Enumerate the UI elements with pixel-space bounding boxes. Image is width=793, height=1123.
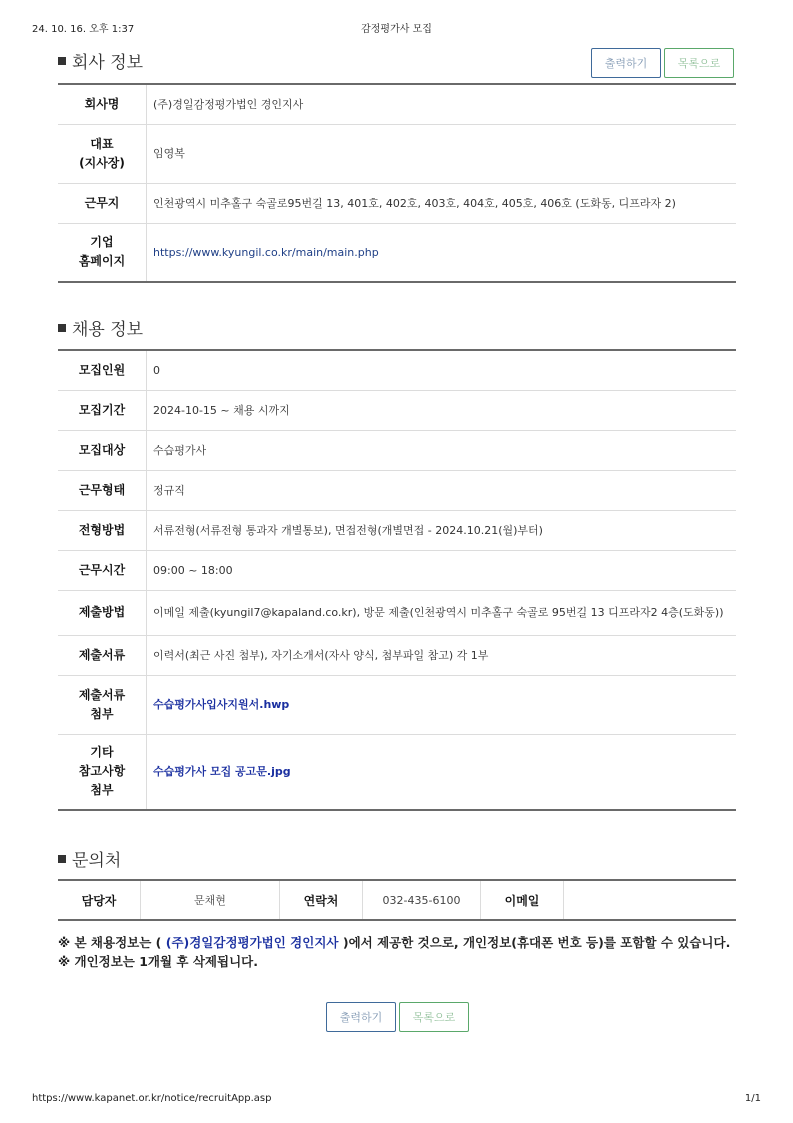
target-label: 모집대상 <box>58 430 147 470</box>
phone-value: 032-435-6100 <box>363 880 481 920</box>
square-bullet-icon <box>58 855 66 863</box>
manager-label: 담당자 <box>58 880 141 920</box>
notice-company: (주)경일감정평가법인 경인지사 <box>165 935 339 950</box>
email-value <box>564 880 737 920</box>
company-name-value: (주)경일감정평가법인 경인지사 <box>147 84 737 124</box>
table-row <box>58 734 736 810</box>
privacy-notice <box>58 933 738 971</box>
list-button-top[interactable]: 목록으로 <box>664 48 734 78</box>
table-row <box>58 84 736 124</box>
documents-attachment-label: 제출서류 첨부 <box>58 675 147 734</box>
documents-value: 이력서(최근 사진 첨부), 자기소개서(자사 양식, 첨부파일 참고) 각 1부 <box>147 635 737 675</box>
table-row <box>58 390 736 430</box>
company-info-table <box>58 83 736 283</box>
employment-type-value: 정규직 <box>147 470 737 510</box>
workplace-value: 인천광역시 미추홀구 숙골로95번길 13, 401호, 402호, 403호, 404호, 405호, 406호 (도화동, 디프라자 2) <box>147 183 737 223</box>
target-value: 수습평가사 <box>147 430 737 470</box>
work-hours-value: 09:00 ~ 18:00 <box>147 550 737 590</box>
manager-value: 문채현 <box>141 880 280 920</box>
privacy-notice-line1 <box>58 933 738 952</box>
table-row <box>58 124 736 183</box>
company-section-title-text: 회사 정보 <box>72 53 144 73</box>
period-value: 2024-10-15 ~ 채용 시까지 <box>147 390 737 430</box>
table-row <box>58 635 736 675</box>
headcount-value: 0 <box>147 350 737 390</box>
print-url: https://www.kapanet.or.kr/notice/recruitApp.asp <box>32 1093 272 1104</box>
table-row <box>58 350 736 390</box>
table-row <box>58 880 736 920</box>
print-title: 감정평가사 모집 <box>361 24 432 35</box>
email-label: 이메일 <box>481 880 564 920</box>
notice-prefix: ※ 본 채용정보는 ( <box>58 935 166 950</box>
table-row <box>58 675 736 734</box>
table-row <box>58 470 736 510</box>
table-row <box>58 183 736 223</box>
application-form-link[interactable]: 수습평가사입사지원서.hwp <box>153 698 290 711</box>
other-attachment-label: 기타 참고사항 첨부 <box>58 734 147 810</box>
table-row <box>58 510 736 550</box>
print-page-number: 1/1 <box>744 1093 761 1104</box>
table-row <box>58 430 736 470</box>
notice-suffix: )에서 제공한 것으로, 개인정보(휴대폰 번호 등)를 포함할 수 있습니다. <box>338 935 731 950</box>
phone-label: 연락처 <box>280 880 363 920</box>
homepage-label: 기업 홈페이지 <box>58 223 147 282</box>
recruit-info-table <box>58 349 736 811</box>
company-section-title <box>58 48 143 73</box>
print-datetime: 24. 10. 16. 오후 1:37 <box>32 24 135 35</box>
selection-method-value: 서류전형(서류전형 통과자 개별통보), 면접전형(개별면접 - 2024.10.21(월)부터) <box>147 510 737 550</box>
documents-label: 제출서류 <box>58 635 147 675</box>
submission-method-value: 이메일 제출(kyungil7@kapaland.co.kr), 방문 제출(인천광역시 미추홀구 숙골로 95번길 13 디프라자2 4층(도화동)) <box>147 590 737 635</box>
recruit-section-title <box>58 315 143 340</box>
contact-section-title <box>58 846 121 871</box>
headcount-label: 모집인원 <box>58 350 147 390</box>
contact-section-title-text: 문의처 <box>72 851 122 871</box>
submission-method-label: 제출방법 <box>58 590 147 635</box>
print-button-bottom[interactable]: 출력하기 <box>326 1002 396 1032</box>
announcement-file-link[interactable]: 수습평가사 모집 공고문.jpg <box>153 765 291 779</box>
square-bullet-icon <box>58 57 66 65</box>
company-name-label: 회사명 <box>58 84 147 124</box>
employment-type-label: 근무형태 <box>58 470 147 510</box>
square-bullet-icon <box>58 324 66 332</box>
contact-table <box>58 879 736 921</box>
homepage-link[interactable]: https://www.kyungil.co.kr/main/main.php <box>153 245 379 259</box>
ceo-label: 대표 (지사장) <box>58 124 147 183</box>
ceo-value: 임영복 <box>147 124 737 183</box>
table-row <box>58 590 736 635</box>
workplace-label: 근무지 <box>58 183 147 223</box>
privacy-notice-line2: ※ 개인정보는 1개월 후 삭제됩니다. <box>58 954 258 969</box>
recruit-section-title-text: 채용 정보 <box>72 320 144 340</box>
period-label: 모집기간 <box>58 390 147 430</box>
work-hours-label: 근무시간 <box>58 550 147 590</box>
selection-method-label: 전형방법 <box>58 510 147 550</box>
print-button-top[interactable]: 출력하기 <box>591 48 661 78</box>
list-button-bottom[interactable]: 목록으로 <box>399 1002 469 1032</box>
table-row <box>58 550 736 590</box>
table-row <box>58 223 736 282</box>
